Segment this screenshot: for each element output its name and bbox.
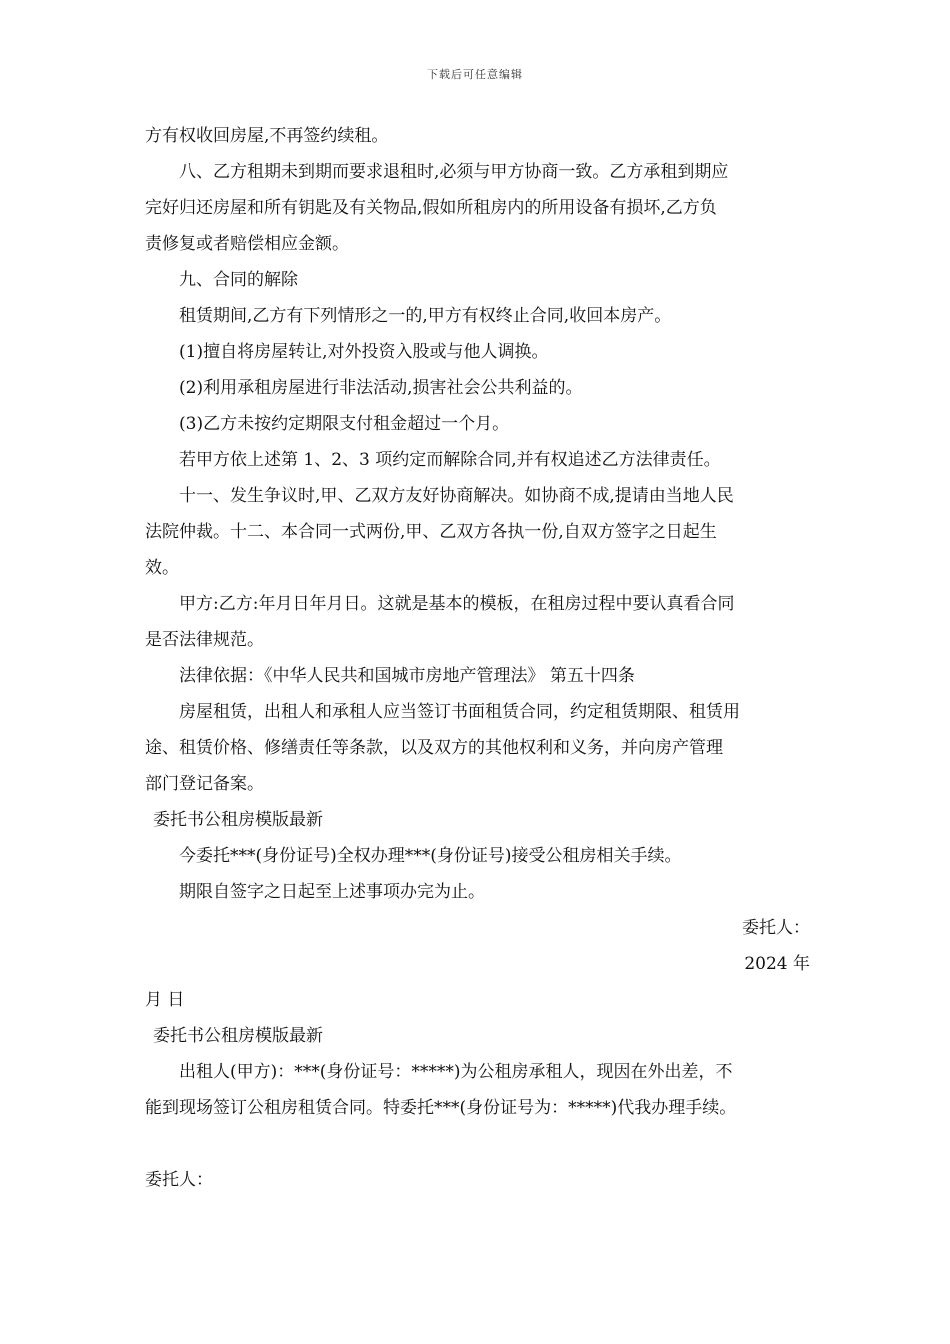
paragraph-line: 甲方:乙方:年月日年月日。这就是基本的模板，在租房过程中要认真看合同 (179, 594, 735, 614)
legal-text-line: 部门登记备案。 (145, 774, 264, 794)
legal-text-line: 房屋租赁，出租人和承租人应当签订书面租赁合同，约定租赁期限、租赁用 (179, 702, 740, 722)
paragraph-line: 租赁期间,乙方有下列情形之一的,甲方有权终止合同,收回本房产。 (179, 306, 672, 326)
signature-date: 月 日 (145, 990, 185, 1010)
list-item: (1)擅自将房屋转让,对外投资入股或与他人调换。 (179, 342, 549, 362)
page-header: 下载后可任意编辑 (427, 68, 523, 81)
clause-8-line: 八、乙方租期未到期而要求退租时,必须与甲方协商一致。乙方承租到期应 (179, 162, 729, 182)
signature-label: 委托人： (145, 1170, 213, 1190)
paragraph-line: 出租人(甲方)：***(身份证号：*****)为公租房承租人，现因在外出差，不 (179, 1062, 733, 1082)
paragraph-line: 今委托***(身份证号)全权办理***(身份证号)接受公租房相关手续。 (179, 846, 682, 866)
clause-11-line: 十一、发生争议时,甲、乙双方友好协商解决。如协商不成,提请由当地人民 (179, 486, 734, 506)
legal-text-line: 途、租赁价格、修缮责任等条款，以及双方的其他权利和义务，并向房产管理 (145, 738, 723, 758)
clause-8-line: 完好归还房屋和所有钥匙及有关物品,假如所租房内的所用设备有损坏,乙方负 (145, 198, 717, 218)
paragraph-line: 是否法律规范。 (145, 630, 264, 650)
clause-11-line: 效。 (145, 558, 179, 578)
document-body (145, 118, 810, 1198)
list-item: (2)利用承租房屋进行非法活动,损害社会公共利益的。 (179, 378, 583, 398)
section-title: 委托书公租房模版最新 (153, 810, 323, 830)
paragraph-line: 期限自签字之日起至上述事项办完为止。 (179, 882, 485, 902)
clause-11-line: 法院仲裁。十二、本合同一式两份,甲、乙双方各执一份,自双方签字之日起生 (145, 522, 717, 542)
list-item: (3)乙方未按约定期限支付租金超过一个月。 (179, 414, 510, 434)
signature-label: 委托人： (742, 918, 810, 938)
signature-date: 2024 年 (744, 954, 810, 974)
clause-8-line: 责修复或者赔偿相应金额。 (145, 234, 349, 254)
legal-basis-line: 法律依据：《中华人民共和国城市房地产管理法》 第五十四条 (179, 666, 635, 686)
paragraph-line: 方有权收回房屋,不再签约续租。 (145, 126, 389, 146)
blank-space (145, 1126, 810, 1162)
paragraph-line: 若甲方依上述第 1、2、3 项约定而解除合同,并有权追述乙方法律责任。 (179, 450, 721, 470)
paragraph-line: 能到现场签订公租房租赁合同。特委托***(身份证号为：*****)代我办理手续。 (145, 1098, 737, 1118)
section-title: 委托书公租房模版最新 (153, 1026, 323, 1046)
clause-9-heading: 九、合同的解除 (179, 270, 298, 290)
